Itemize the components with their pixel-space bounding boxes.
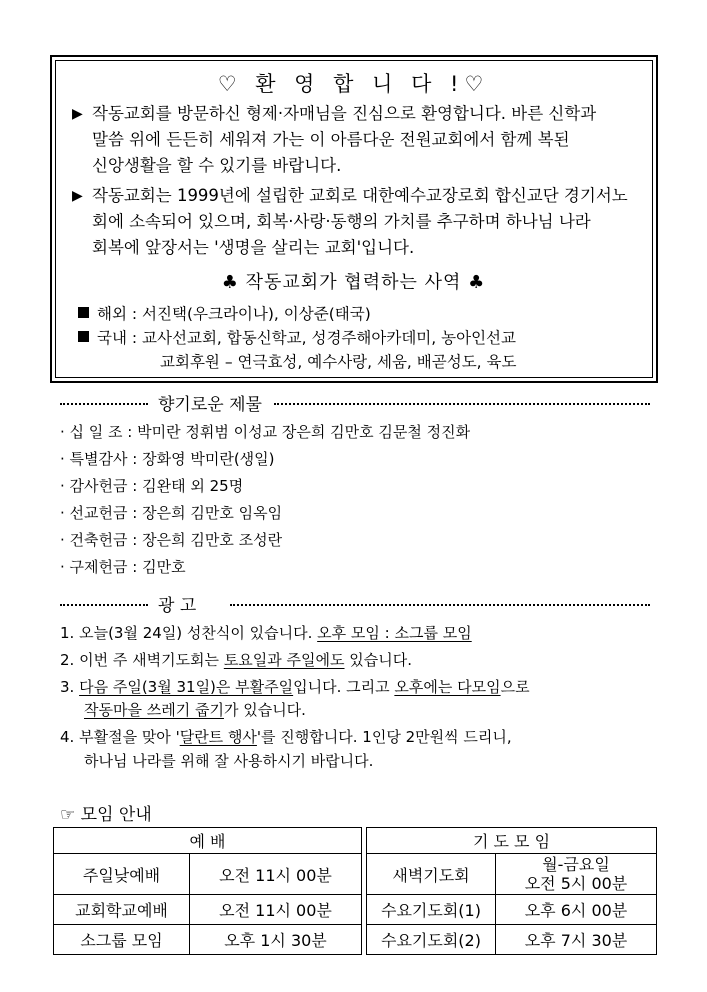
meetings-heading: ☞ 모임 안내 — [60, 805, 152, 825]
worship-name: 주일낮예배 — [54, 854, 190, 895]
offering-value: 장화영 박미란(생일) — [142, 450, 275, 468]
offerings-heading — [60, 390, 650, 414]
ad-item-3: 3. 다음 주일(3월 31일)은 부활주일입니다. 그리고 오후에는 다모임으로 — [60, 678, 530, 696]
offering-value: 김완태 외 25명 — [142, 477, 244, 495]
dotted-rule-left — [60, 403, 148, 405]
worship-table — [53, 827, 362, 955]
worship-time: 오후 1시 30분 — [190, 925, 362, 955]
worship-time: 오전 11시 00분 — [190, 854, 362, 895]
domestic-line-2: 교회후원 – 연극효성, 예수사랑, 세움, 배곧성도, 육도 — [160, 353, 517, 371]
offering-label: · 특별감사 : — [60, 450, 138, 468]
ads-heading — [60, 591, 650, 615]
welcome-paragraph-1 — [68, 101, 644, 179]
square-bullet-icon — [78, 307, 89, 318]
offering-label: · 건축헌금 : — [60, 531, 138, 549]
offering-label: · 십 일 조 : — [60, 423, 133, 441]
ad-item-4-cont: 하나님 나라를 위해 잘 사용하시기 바랍니다. — [84, 752, 374, 770]
square-bullet-icon — [78, 331, 89, 342]
ads-heading-label: 광 고 — [154, 591, 200, 616]
prayer-name: 수요기도회(1) — [367, 895, 496, 925]
ad-item-2: 2. 이번 주 새벽기도회는 토요일과 주일에도 있습니다. — [60, 651, 413, 669]
paragraph-1-line-1: 작동교회를 방문하신 형제·자매님을 진심으로 환영합니다. 바른 신학과 — [92, 104, 597, 123]
offerings-heading-label: 향기로운 제물 — [154, 390, 266, 415]
worship-header: 예 배 — [54, 828, 362, 854]
paragraph-2-line-3: 회복에 앞장서는 '생명을 살리는 교회'입니다. — [92, 238, 415, 257]
worship-time: 오전 11시 00분 — [190, 895, 362, 925]
offering-value: 장은희 김만호 임옥임 — [142, 504, 283, 522]
offering-value: 김만호 — [142, 558, 186, 576]
worship-name: 교회학교예배 — [54, 895, 190, 925]
domestic-line-1: 교사선교회, 합동신학교, 성경주해아카데미, 농아인선교 — [142, 329, 516, 347]
prayer-name: 수요기도회(2) — [367, 925, 496, 955]
paragraph-1-line-2: 말씀 위에 든든히 세워져 가는 이 아름다운 전원교회에서 함께 복된 — [92, 130, 570, 149]
triangle-right-icon: ▶ — [72, 188, 83, 204]
ad-item-3-cont: 작동마을 쓰레기 줍기가 있습니다. — [84, 701, 306, 719]
prayer-name: 새벽기도회 — [367, 854, 496, 895]
offering-row — [60, 529, 282, 551]
offering-row — [60, 556, 186, 578]
ad-item-1: 1. 오늘(3월 24일) 성찬식이 있습니다. 오후 모임 : 소그룹 모임 — [60, 624, 472, 642]
offering-label: · 감사헌금 : — [60, 477, 138, 495]
domestic-label: 국내 : — [97, 329, 138, 347]
mission-overseas-row — [78, 302, 371, 326]
prayer-time: 오후 6시 00분 — [496, 895, 657, 925]
overseas-label: 해외 : — [97, 305, 138, 323]
offering-row — [60, 421, 470, 443]
worship-name: 소그룹 모임 — [54, 925, 190, 955]
ad-item-4: 4. 부활절을 맞아 '달란트 행사'를 진행합니다. 1인당 2만원씩 드리니, — [60, 728, 512, 746]
paragraph-1-line-3: 신앙생활을 할 수 있기를 바랍니다. — [92, 156, 342, 175]
offering-value: 박미란 정휘범 이성교 장은희 김만호 김문철 정진화 — [137, 423, 471, 441]
offering-row — [60, 502, 282, 524]
prayer-time: 오후 7시 30분 — [496, 925, 657, 955]
triangle-right-icon: ▶ — [72, 106, 83, 122]
prayer-table — [366, 827, 657, 955]
dotted-rule-right — [274, 403, 650, 405]
paragraph-2-line-1: 작동교회는 1999년에 설립한 교회로 대한예수교장로회 합신교단 경기서노 — [92, 186, 628, 205]
offering-label: · 선교헌금 : — [60, 504, 138, 522]
mission-title: ♣ 작동교회가 협력하는 사역 ♣ — [221, 272, 486, 293]
offering-label: · 구제헌금 : — [60, 558, 138, 576]
mission-domestic-row — [78, 326, 516, 350]
offering-value: 장은희 김만호 조성란 — [142, 531, 283, 549]
prayer-header: 기 도 모 임 — [367, 828, 657, 854]
welcome-paragraph-2 — [68, 183, 644, 261]
dotted-rule-right — [230, 604, 650, 606]
offering-row — [60, 475, 243, 497]
dotted-rule-left — [60, 604, 148, 606]
overseas-value: 서진택(우크라이나), 이상준(태국) — [142, 305, 371, 323]
welcome-title: ♡ 환 영 합 니 다 !♡ — [217, 72, 490, 96]
prayer-time: 월-금요일 오전 5시 00분 — [496, 854, 657, 895]
paragraph-2-line-2: 회에 소속되어 있으며, 회복·사랑·동행의 가치를 추구하며 하나님 나라 — [92, 212, 591, 231]
offering-row — [60, 448, 275, 470]
